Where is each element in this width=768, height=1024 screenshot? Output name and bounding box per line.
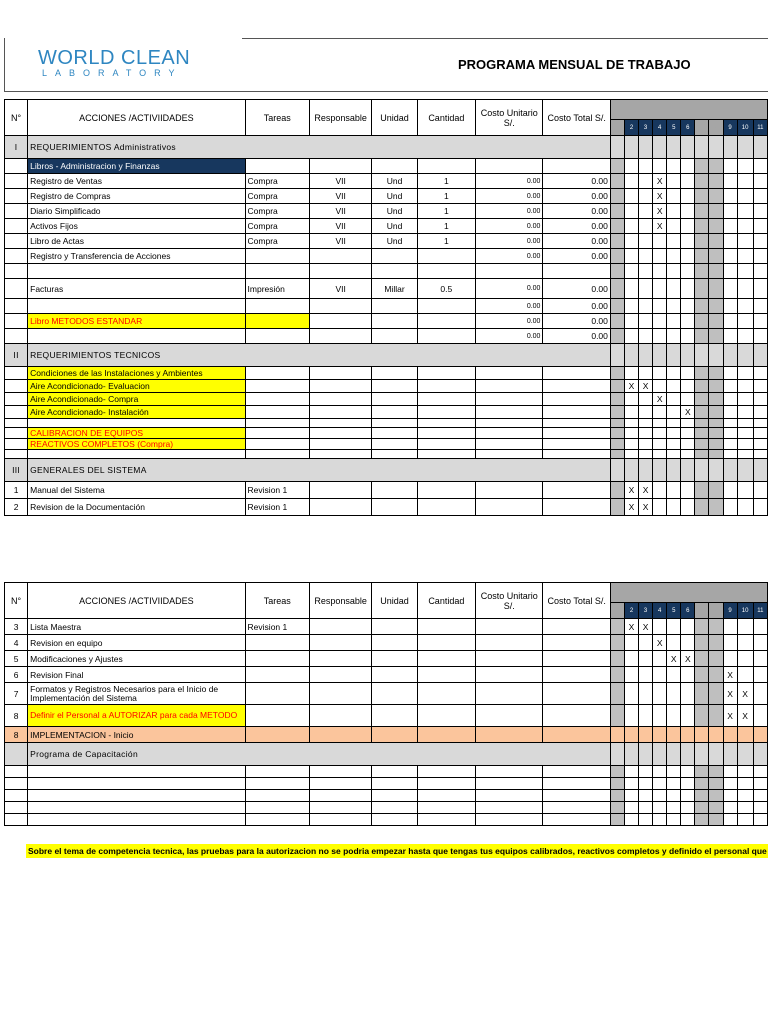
table-row: 1 Manual del Sistema Revision 1 X X	[5, 482, 768, 499]
header-tasks: Tareas	[245, 100, 309, 136]
table-row: Activos Fijos Compra VII Und 1 0.00 0.00 X	[5, 219, 768, 234]
implementation-row: 8 IMPLEMENTACION - Inicio	[5, 727, 768, 743]
month-3: 3	[639, 120, 653, 136]
section-title: Programa de Capacitación	[28, 743, 611, 766]
header-total-cost: Costo Total S/.	[543, 583, 610, 619]
month-7: 7	[695, 603, 709, 619]
month-4: 4	[653, 603, 667, 619]
month-3: 3	[639, 603, 653, 619]
table-row: 0.00 0.00	[5, 329, 768, 344]
table-row: 3 Lista Maestra Revision 1 X X	[5, 619, 768, 635]
month-11: 11	[753, 120, 767, 136]
table-row: Aire Acondicionado- Instalación X	[5, 406, 768, 419]
table-row: Diario Simplificado Compra VII Und 1 0.00 0.00 X	[5, 204, 768, 219]
months-header	[610, 100, 767, 120]
table-row: 8 Definir el Personal a AUTORIZAR para cada METODO X X	[5, 705, 768, 727]
month-11: 11	[753, 603, 767, 619]
month-8: 8	[709, 120, 723, 136]
work-program-table-2	[4, 582, 768, 826]
table-row: Registro de Ventas Compra VII Und 1 0.00 0.00 X	[5, 174, 768, 189]
header-responsible: Responsable	[309, 583, 371, 619]
header-number: N°	[5, 100, 28, 136]
table-row	[5, 814, 768, 826]
metodos-label: Libro METODOS ESTANDAR	[28, 314, 245, 329]
months-header	[610, 583, 767, 603]
table-row: Aire Acondicionado- Evaluacion X X	[5, 380, 768, 393]
section-title: REQUERIMIENTOS Administrativos	[28, 136, 611, 159]
header-unit: Unidad	[372, 100, 417, 136]
header-actions: ACCIONES /ACTIVIIDADES	[28, 583, 245, 619]
month-10: 10	[737, 603, 753, 619]
table-row: 6 Revision Final X	[5, 667, 768, 683]
table-row	[5, 802, 768, 814]
month-8: 8	[709, 603, 723, 619]
table-row: Aire Acondicionado- Compra X	[5, 393, 768, 406]
table-row: Condiciones de las Instalaciones y Ambientes	[5, 367, 768, 380]
month-6: 6	[681, 120, 695, 136]
header-tasks: Tareas	[245, 583, 309, 619]
table-row: CALIBRACION DE EQUIPOS	[5, 428, 768, 439]
month-5: 5	[667, 120, 681, 136]
section-row: III GENERALES DEL SISTEMA	[5, 459, 768, 482]
month-10: 10	[737, 120, 753, 136]
work-program-table-1	[4, 99, 768, 516]
header-unit-cost: Costo Unitario S/.	[476, 100, 543, 136]
month-2: 2	[624, 120, 638, 136]
table-row: REACTIVOS COMPLETOS (Compra)	[5, 439, 768, 450]
competence-note: Sobre el tema de competencia tecnica, las pruebas para la autorizacion no se podria empezar hasta que tengas tus equipos calibrados, reactivos completos y definido el personal que	[26, 844, 768, 858]
table-row	[5, 778, 768, 790]
table-row: Registro y Transferencia de Acciones 0.00 0.00	[5, 249, 768, 264]
table-row: 0.00 0.00	[5, 299, 768, 314]
month-7: 7	[695, 120, 709, 136]
header-responsible: Responsable	[309, 100, 371, 136]
header-actions: ACCIONES /ACTIVIIDADES	[28, 100, 245, 136]
table-row: 5 Modificaciones y Ajustes X X	[5, 651, 768, 667]
table-row	[5, 264, 768, 279]
section-row: II REQUERIMIENTOS TECNICOS	[5, 344, 768, 367]
month-1: 1	[610, 120, 624, 136]
table-row: Registro de Compras Compra VII Und 1 0.00 0.00 X	[5, 189, 768, 204]
table-row: 4 Revision en equipo X	[5, 635, 768, 651]
section-row	[5, 743, 768, 766]
table-row	[5, 159, 768, 174]
month-4: 4	[653, 120, 667, 136]
table-row	[5, 790, 768, 802]
page-title: PROGRAMA MENSUAL DE TRABAJO	[458, 57, 691, 72]
table-row: 2 Revision de la Documentación Revision 1 X X	[5, 499, 768, 516]
section-title: REQUERIMIENTOS TECNICOS	[28, 344, 611, 367]
header-total-cost: Costo Total S/.	[543, 100, 610, 136]
header-quantity: Cantidad	[417, 583, 475, 619]
header-number: N°	[5, 583, 28, 619]
month-2: 2	[624, 603, 638, 619]
books-label: Libros - Administracion y Finanzas	[28, 159, 245, 174]
month-6: 6	[681, 603, 695, 619]
month-9: 9	[723, 120, 737, 136]
section-title: GENERALES DEL SISTEMA	[28, 459, 611, 482]
month-1: 1	[610, 603, 624, 619]
header-unit-cost: Costo Unitario S/.	[476, 583, 543, 619]
section-row: I REQUERIMIENTOS Administrativos	[5, 136, 768, 159]
table-row	[5, 419, 768, 428]
table-row: Facturas Impresión VII Millar 0.5 0.00 0.00	[5, 279, 768, 299]
month-9: 9	[723, 603, 737, 619]
header-quantity: Cantidad	[417, 100, 475, 136]
company-logo: WORLD CLEAN LABORATORY	[38, 47, 191, 78]
month-5: 5	[667, 603, 681, 619]
table-row: 7 Formatos y Registros Necesarios para el Inicio de Implementación del Sistema X X	[5, 683, 768, 705]
table-row: Libro METODOS ESTANDAR 0.00 0.00	[5, 314, 768, 329]
table-row	[5, 766, 768, 778]
table-row: Libro de Actas Compra VII Und 1 0.00 0.00	[5, 234, 768, 249]
header-unit: Unidad	[372, 583, 417, 619]
table-row	[5, 450, 768, 459]
